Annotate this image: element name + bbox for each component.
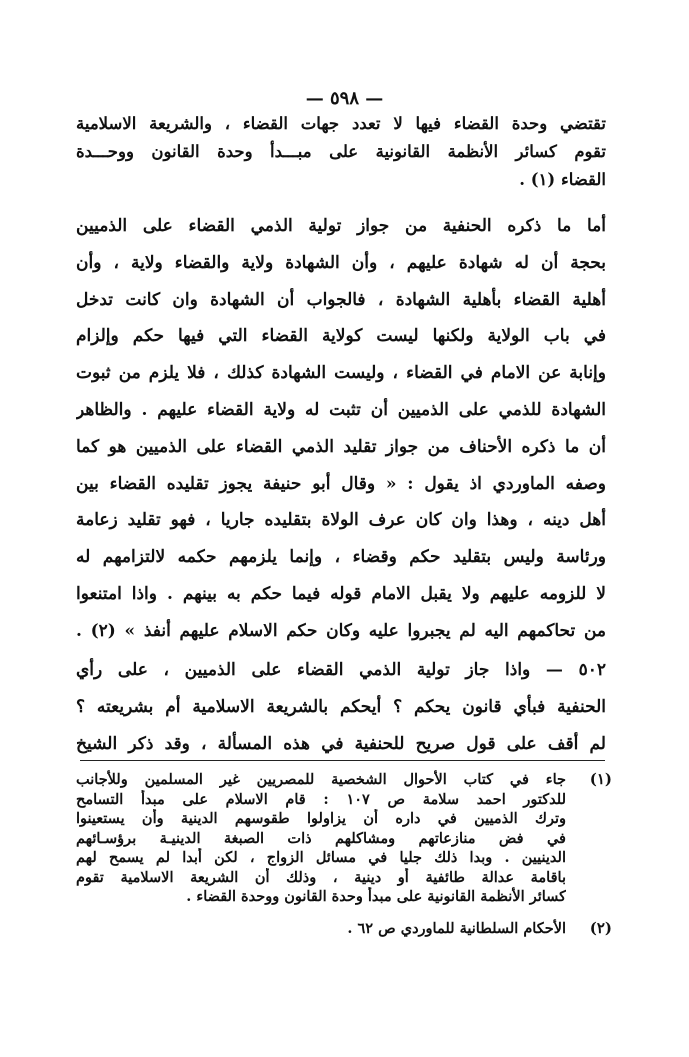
footnote-marker: (١) xyxy=(589,770,612,788)
footnote-line: للدكتور احمد سلامة ص ١٠٧ : قام الاسلام على مبدأ التسامح xyxy=(76,790,566,808)
main-text xyxy=(76,110,606,763)
footnote-line: الأحكام السلطانية للماوردي ص ٦٢ . xyxy=(347,919,566,937)
text-line: أن ما ذكره الأحناف من جواز تقليد الذمي القضاء على الذميين هو كما xyxy=(76,436,606,457)
text-line: بحجة أن له شهادة عليهم ، وأن الشهادة ولاية والقضاء ولاية ، وأن xyxy=(76,252,606,273)
text-line: أما ما ذكره الحنفية من جواز تولية الذمي القضاء على الذميين xyxy=(76,216,606,236)
footnote-line: باقامة عدالة طائفية أو دينية ، وذلك أن الشريعة الاسلامية تقوم xyxy=(76,868,566,886)
footnote-line: كسائر الأنظمة القانونية على مبدأ وحدة القانون ووحدة القضاء . xyxy=(186,888,566,905)
text-line: من تحاكمهم اليه لم يجبروا عليه وكان حكم الاسلام عليهم أنفذ » (٢) . xyxy=(76,620,606,641)
page-number: — ٥٩٨ — xyxy=(305,88,384,109)
text-line: وصفه الماوردي اذ يقول : « وقال أبو حنيفة يجوز تقليده القضاء بين xyxy=(76,473,606,494)
text-line: في باب الولاية ولكنها ليست كولاية القضاء التي فيها حكم وإلزام xyxy=(76,326,606,347)
footnote-1 xyxy=(76,770,612,907)
footnote-line: جاء في كتاب الأحوال الشخصية للمصريين غير المسلمين وللأجانب xyxy=(76,771,566,788)
text-line: الشهادة للذمي على الذميين أن تثبت له ولاية القضاء عليهم . والظاهر xyxy=(76,399,606,420)
paragraph-3 xyxy=(76,652,606,763)
text-line: القضاء (١) . xyxy=(519,170,606,189)
paragraph-1 xyxy=(76,110,606,194)
footnote-divider xyxy=(80,760,605,761)
text-line: أهلية القضاء بأهلية الشهادة ، فالجواب أن الشهادة وان كانت تدخل xyxy=(76,289,606,310)
footnotes xyxy=(76,770,612,938)
text-line: تقوم كسائر الأنظمة القانونية على مبـــدأ وحدة القانون ووحـــدة xyxy=(76,142,606,161)
text-line: وإنابة عن الامام في القضاء ، وليست الشهادة كذلك ، فلا يلزم من ثبوت xyxy=(76,363,606,384)
footnote-line: الدينيين . وبدا ذلك جليا في مسائل الزواج ، لكن أبدا لم يسمح لهم xyxy=(76,849,566,866)
footnote-2 xyxy=(76,919,612,939)
paragraph-2 xyxy=(76,208,606,650)
footnote-marker: (٢) xyxy=(589,918,612,937)
text-line: ٥٠٢ — واذا جاز تولية الذمي القضاء على الذميين ، على رأي xyxy=(76,659,606,680)
footnote-line: في فض منازعاتهم ومشاكلهم ذات الصبغة الدينيـة برؤسـائهم xyxy=(76,829,566,847)
text-line: لا للزومه عليهم ولا يقبل الامام قوله فيما حكم به بينهم . واذا امتنعوا xyxy=(76,583,606,604)
text-line: لم أقف على قول صريح للحنفية في هذه المسألة ، وقد ذكر الشيخ xyxy=(76,733,606,754)
text-line: أهل دينه ، وهذا وان كان عرف الولاة بتقليده جاريا ، فهو تقليد زعامة xyxy=(76,510,606,531)
footnote-line: وترك الذميين في داره أن يزاولوا طقوسهم الدينية وأن يستعينوا xyxy=(76,810,566,827)
text-line: الحنفية فبأي قانون يحكم ؟ أيحكم بالشريعة الاسلامية أم بشريعته ؟ xyxy=(76,696,606,717)
text-line: ورئاسة وليس بتقليد حكم وقضاء ، وإنما يلزمهم حكمه لالتزامهم له xyxy=(76,547,606,568)
text-line: تقتضي وحدة القضاء فيها لا تعدد جهات القضاء ، والشريعة الاسلامية xyxy=(76,114,606,133)
